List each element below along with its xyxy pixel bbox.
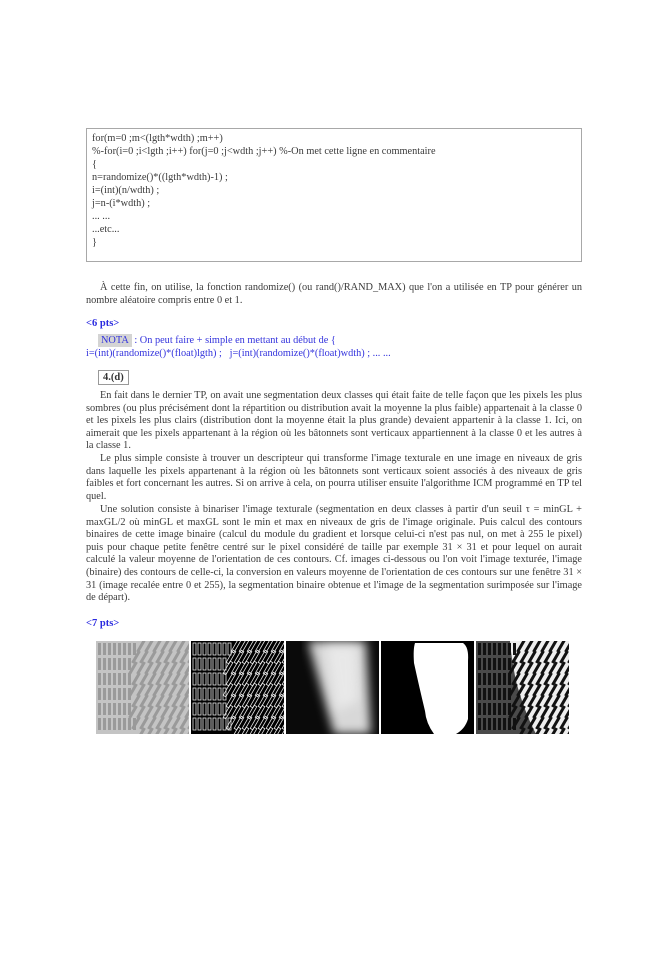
points-label-6: <6 pts> xyxy=(86,318,120,329)
nota-block xyxy=(86,335,582,360)
binary-segmentation-figure xyxy=(381,641,474,734)
code-line: { xyxy=(92,159,97,170)
nota-line-1: : On peut faire + simple en mettant au début de { xyxy=(131,335,336,346)
code-line: ...etc... xyxy=(92,224,120,235)
code-line: for(m=0 ;m<(lgth*wdth) ;m++) xyxy=(92,133,223,144)
textured-image-figure xyxy=(96,641,189,734)
code-line: i=(int)(n/wdth) ; xyxy=(92,185,160,196)
paragraph-3: Une solution consiste à binariser l'image texturale (segmentation en deux classes à partir d'un seuil τ = minGL + maxGL/2 où minGL et maxGL sont le min et max en niveaux de gris de l'image originale. Puis calcul des contours binaires de cette image binaire (calcul du module du gradient et lorsque celui-ci n'est pas nul, on met à 255 le pixel) puis pour chaque petite fenêtre centré sur le pixel considéré de taille par exemple 31 × 31 et pour lequel on aurait calculé la valeur moyenne de l'orientation de ces contours. Cf. images ci-dessous ou l'on voit l'image texturée, l'image (binaire) des contours de celle-ci, la conversion en valeurs moyenne de l'orientation de ces contours sur une fenêtre 31 × 31 (image recalée entre 0 et 255), la segmentation binaire obtenue et l'image de la segmentation surimposée sur l'image de départ). xyxy=(86,504,582,604)
code-line: j=n-(i*wdth) ; xyxy=(92,198,151,209)
code-line: n=randomize()*((lgth*wdth)-1) ; xyxy=(92,172,228,183)
code-line: %-for(i=0 ;i<lgth ;i++) for(j=0 ;j<wdth ;j++) %-On met cette ligne en commentaire xyxy=(92,146,436,157)
code-box xyxy=(86,128,582,262)
nota-line-2: i=(int)(randomize()*(float)lgth) ; j=(int)(randomize()*(float)wdth) ; ... ... xyxy=(86,347,391,359)
contours-image-figure xyxy=(191,641,284,734)
paragraph-randomize: À cette fin, on utilise, la fonction randomize() (ou rand()/RAND_MAX) que l'on a utilisée en TP pour générer un nombre aléatoire compris entre 0 et 1. xyxy=(86,282,582,306)
paragraph-2: Le plus simple consiste à trouver un descripteur qui transforme l'image texturale en une image en niveaux de gris dans laquelle les pixels appartenant à la région où les bâtonnets sont verticaux soient associés à des niveaux de gris faibles et fort concernant les autres. Si on arrive à cela, on pourra utiliser ensuite l'algorithme ICM programmé en TP tel quel. xyxy=(86,453,582,502)
code-line: } xyxy=(92,237,97,248)
figure-strip xyxy=(96,641,569,734)
orientation-mean-figure xyxy=(286,641,379,734)
nota-badge: NOTA xyxy=(98,334,132,347)
question-label: 4.(d) xyxy=(98,370,129,385)
paragraph-1: En fait dans le dernier TP, on avait une segmentation deux classes qui était faite de telle façon que les pixels les plus sombres (ou plus précisément dont la répartition ou distribution avait la moyenne la plus faible) appartenait à la classe 0 et les pixels les plus clairs (distribution dont la moyenne était la plus grande) devaient appartenir à la classe 1. Ici, on aimerait que les pixels appartenant à la région où les bâtonnets sont verticaux appartiennent à la classe 0 et les autres à la classe 1. xyxy=(86,390,582,452)
code-line: ... ... xyxy=(92,211,111,222)
overlay-segmentation-figure xyxy=(476,641,569,734)
points-label-7: <7 pts> xyxy=(86,618,120,629)
